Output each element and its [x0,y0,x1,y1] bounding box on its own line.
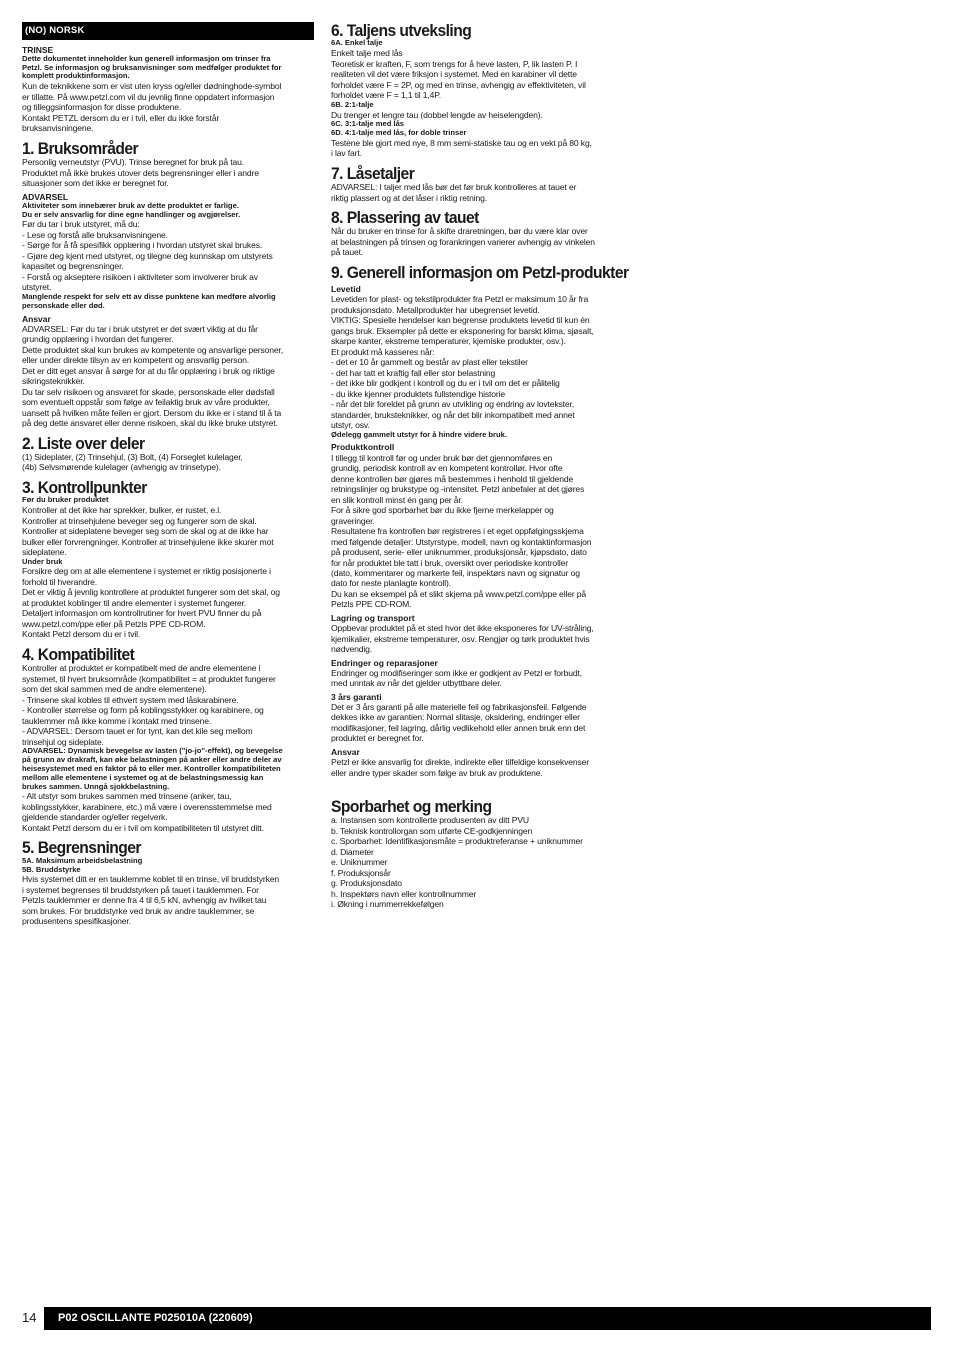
text-line: med følgende detaljer: Utstyrstype, modell, navn og kontaktinformasjon [331,536,592,547]
text-line: Det er viktig å jevnlig kontrollere at produktet fungerer som det skal, og [22,587,280,598]
text-line: Teoretisk er kraften, F, som trengs for å heve lasten, P, lik lasten P. I [331,58,578,69]
traceability-list [331,815,621,909]
text-line: komplett produktinformasjon. [22,71,130,81]
text-line: Produktet må ikke brukes utover dets begrensninger eller i andre [22,167,259,178]
text-line: er tillatte. På www.petzl.com vil du jevnlig finne oppdatert informasjon [22,91,275,102]
inspection-title: Produktkontroll [331,442,395,453]
text-line: kjemikalier, ekstreme temperaturer, osv. Rengjør og tørk produktet hvis [331,633,590,644]
text-line: eller andre typer skader som følge av bruk av produktene. [331,767,543,778]
text-line: Du trenger et lengre tau (dobbel lengde av heiselengden). [331,109,543,120]
text-line: Kontroller at trinsehjulene beveger seg og fungerer som de skal. [22,515,257,526]
text-line: eller under direkte tilsyn av en kompetent og ansvarlig person. [22,355,250,366]
text-line: uansett på hvilken måte feilen er gjort. Dersom du ikke er i stand til å ta [22,407,282,418]
text-line: retningslinjer og brukstype og -intensitet. Petzl anbefaler at det gjøres [331,484,585,495]
text-line: Manglende respekt for selv ett av disse punktene kan medføre alvorlig [22,291,276,301]
text-line: 6C. 3:1-talje med lås [331,118,405,128]
text-line: - når det blir foreldet på grunn av utvikling og endring av lovtekster, [331,399,575,410]
text-line: trinsehjul og sideplate. [22,736,104,747]
before-use-title: Før du bruker produktet [22,495,109,505]
responsibility-text [22,324,314,429]
section-8 [331,209,621,258]
responsibility-title: Ansvar [22,313,51,324]
text-line: Hvis systemet ditt er en tauklemme koblet til en trinse, vil bruddstyrken [22,874,279,885]
text-line: f. Produksjonsår [331,867,391,878]
text-line: Dette produktet skal kun brukes av kompetente og ansvarlige personer, [22,344,283,355]
text-line: Før du tar i bruk utstyret, må du: [22,219,140,230]
text-line: (dato, kommentarer og markerte feil, inspektørs navn og signatur og [331,567,580,578]
lifetime-text [331,294,621,430]
text-line: Personlig verneutstyr (PVU). Trinse beregnet for bruk på tau. [22,157,245,168]
text-line: personskade eller død. [22,300,105,310]
lifetime-title: Levetid [331,284,361,295]
warning-bold-text-2 [22,293,314,311]
text-line: I tillegg til kontroll før og under bruk bør det gjennomføres en [331,452,553,463]
text-line: bruksanvisningene. [22,123,94,134]
text-line: h. Inspektørs navn eller kontrollnummer [331,888,477,899]
text-line: utstyr, osv. [331,420,370,431]
text-line: mellom alle elementene i systemet og at de belastningsmessig kan [22,772,264,782]
text-line: graveringer. [331,515,375,526]
section-4-warning [22,747,314,791]
text-line: realiteten vil det være friksjon i systemet. Med en karabiner vil dette [331,69,577,80]
section-2-text [22,452,314,473]
text-line: og tilleggsinformasjon for disse produktene. [22,102,182,113]
text-line: heisesystemet med en faktor på to eller mer. Kontroller kompatibiliteten [22,763,281,773]
text-line: - Kontroller størrelse og form på koblingsstykker og karabinere, og [22,705,264,716]
text-line: For å sikre god sporbarhet bør du ikke fjerne merkelapper og [331,505,554,516]
text-line: d. Diameter [331,846,374,857]
text-line: forholdet være F = 1,1 til 1,4P. [331,90,441,101]
text-line: tauklemmer må ikke komme i kontakt med trinsene. [22,715,212,726]
text-line: ADVARSEL: Før du tar i bruk utstyret er det svært viktig at du får [22,323,258,334]
section-2 [22,435,314,473]
text-line: a. Instansen som kontrollerte produsenten av ditt PVU [331,815,529,826]
text-line: VIKTIG: Spesielle hendelser kan begrense produktets levetid til kun én [331,315,590,326]
section-3-title: 3. Kontrollpunkter [22,477,147,497]
language-header: (NO) NORSK [22,22,314,40]
warning-title: ADVARSEL [22,191,69,202]
section-8-text [331,226,621,257]
text-line: - det er 10 år gammelt og består av plast eller tekstiler [331,357,528,368]
section-4-text-2 [22,791,314,833]
intro-bold-text [22,55,314,82]
text-line: 5A. Maksimum arbeidsbelastning [22,855,143,865]
lifetime-bold: Ødelegg gammelt utstyr for å hindre videre bruk. [331,429,507,439]
text-line: på deg dette ansvaret eller denne risikoen, skal du ikke bruke utstyret. [22,418,278,429]
text-line: forholdet være F = 2P, og med en trinse, avhengig av effektiviteten, vil [331,79,586,90]
text-line: gangs bruk. Eksempler på dette er eksponering for barskt klima, sjøsalt, [331,325,594,336]
text-line: Du er selv ansvarlig for dine egne handlinger og avgjørelser. [22,209,241,219]
text-line: Levetiden for plast- og tekstilprodukter fra Petzl er maksimum 10 år fra [331,294,589,305]
modifications-title: Endringer og reparasjoner [331,657,438,668]
text-line: - Trinsene skal kobles til ethvert system med låskarabinere. [22,694,239,705]
section-1-title: 1. Bruksområder [22,138,139,158]
text-line: www.petzl.com/ppe eller på Petzls PPE CD-ROM. [22,618,206,629]
text-line: Testene ble gjort med nye, 8 mm semi-statiske tau og en vekt på 80 kg, [331,137,592,148]
text-line: riktig plassert og at det låser i riktig retning. [331,192,488,203]
text-line: - ADVARSEL: Dersom tauet er for tynt, kan det kile seg mellom [22,726,253,737]
text-line: produktet er beregnet for. [331,733,424,744]
text-line: - Sørge for å få spesifikk opplæring i hvordan utstyret skal brukes. [22,240,263,251]
text-line: Kontakt Petzl dersom du er i tvil. [22,629,141,640]
text-line: situasjoner som det ikke er beregnet for. [22,178,169,189]
warning-bold-text [22,202,314,220]
warranty-title: 3 års garanti [331,691,382,702]
text-line: Detaljert informasjon om kontrollrutiner for hvert PVU finner du på [22,608,262,619]
text-line: 5B. Bruddstyrke [22,864,81,874]
section-7 [331,165,621,203]
text-line: at produktet koblinger til andre elementer i systemet fungerer. [22,597,247,608]
text-line: Dette dokumentet inneholder kun generell informasjon om trinser fra [22,53,271,63]
storage-text [331,623,621,654]
section-8-title: 8. Plassering av tauet [331,208,479,227]
text-line: Oppbevar produktet på et sted hvor det ikke eksponeres for UV-stråling, [331,623,594,634]
text-line: bulker eller forvrengninger. Kontroller at trinsehjulene ikke skurer mot [22,536,274,547]
text-line: i lav fart. [331,148,362,159]
text-line: Aktiviteter som innebærer bruk av dette produktet er farlige. [22,200,239,210]
text-line: grundig opplæring i hvordan det fungerer. [22,334,174,345]
section-6cd-title [331,120,621,138]
text-line: på produsent, serie- eller uniknummer, produksjonsår, kjøpsdato, dato [331,547,587,558]
text-line: koblingsstykker, karabinere, etc.) må være i overensstemmelse med [22,801,272,812]
section-9-title: 9. Generell informasjon om Petzl-produkter [331,262,629,282]
section-7-title: 7. Låsetaljer [331,163,415,183]
text-line: dato for neste planlagte kontroll). [331,578,451,589]
text-line: sideplatene. [22,547,67,558]
text-line: en slik kontroll minst én gang per år. [331,494,463,505]
text-line: Du tar selv risikoen og ansvaret for skade, personskade eller dødsfall [22,386,275,397]
text-line: på grunn av drakraft, kan øke belastningen på anker eller andre deler av [22,754,282,764]
text-line: - du ikke kjenner produktets fullstendige historie [331,388,506,399]
section-5-subtitles [22,857,314,875]
text-line: Du kan se eksempel på et slikt skjema på www.petzl.com/ppe eller på [331,588,587,599]
text-line: ADVARSEL: Dynamisk bevegelse av lasten ("jo-jo"-effekt), og bevegelse [22,746,283,756]
text-line: Petzl. Se informasjon og bruksanvisninger som medfølger produktet for [22,62,282,72]
text-line: grundig, periodisk kontroll av en kompetent kontrollør. Hvor ofte [331,463,563,474]
section-6b-title: 6B. 2:1-talje [331,99,374,109]
liability-text [331,757,621,778]
text-line: gjeldende standarder og/eller regelverk. [22,812,168,823]
text-line: Enkelt talje med lås [331,48,403,59]
text-line: - Gjøre deg kjent med utstyret, og tilegne deg kunnskap om utstyrets [22,250,273,261]
warning-text [22,219,314,292]
text-line: Kontroller at sideplatene beveger seg som de skal og at de ikke har [22,526,269,537]
text-line: forhold til hverandre. [22,576,98,587]
storage-title: Lagring og transport [331,612,415,623]
intro-section [22,45,314,134]
section-6-title: 6. Taljens utveksling [331,21,472,40]
text-line: Det er ditt eget ansvar å sørge for at du får opplæring i bruk og riktige [22,365,275,376]
text-line: Det er 3 års garanti på alle materielle feil og fabrikasjonsfeil. Følgende [331,701,587,712]
text-line: som eventuelt oppstår som følge av feilaktig bruk av våre produkter, [22,397,270,408]
text-line: med unntak av når det gjelder utbyttbare deler. [331,678,502,689]
text-line: utstyret. [22,282,52,293]
intro-title: TRINSE [22,44,54,55]
text-line: - Forstå og akseptere risikoen i aktiviteter som involverer bruk av [22,271,258,282]
section-5-title: 5. Begrensninger [22,838,141,858]
text-line: - Lese og forstå alle bruksanvisningene. [22,229,168,240]
text-line: Endringer og modifiseringer som ikke er godkjent av Petzl er forbudt, [331,667,582,678]
text-line: for når produktet ble tatt i bruk, oversikt over periodiske kontroller [331,557,568,568]
text-line: dekkes ikke av garantien: Normal slitasje, oksidering, endringer eller [331,712,580,723]
text-line: at belastningen på trinsen og forankringen varierer avhengig av vinkelen [331,236,595,247]
text-line: kapasitet og begrensninger. [22,261,124,272]
text-line: Et produkt må kasseres når: [331,346,435,357]
text-line: g. Produksjonsdato [331,878,402,889]
section-6a-title: 6A. Enkel talje [331,38,383,48]
text-line: nødvendig. [331,644,373,655]
document-reference: P02 OSCILLANTE P025010A (220609) [44,1307,931,1330]
text-line: Kontakt Petzl dersom du er i tvil om kompatibiliteten til utstyret ditt. [22,822,264,833]
section-6 [331,22,621,159]
text-line: denne kontrollen bør gjøres må bestemmes i henhold til gjeldende [331,473,574,484]
text-line: Petzls PPE CD-ROM. [331,599,412,610]
text-line: Kontakt PETZL dersom du er i tvil, eller du ikke forstår [22,112,220,123]
text-line: Når du bruker en trinse for å skifte draretningen, bør du være klar over [331,226,588,237]
section-7-text [331,182,621,203]
text-line: Petzl er ikke ansvarlig for direkte, indirekte eller tilfeldige konsekvenser [331,757,589,768]
right-column [331,21,629,910]
section-4 [22,646,314,834]
text-line: Kun de teknikkene som er vist uten kryss og/eller dødninghode-symbol [22,81,282,92]
section-5 [22,839,314,927]
section-5-text [22,874,314,926]
text-line: (4b) Selvsmørende kulelager (avhengig av trinsetype). [22,462,221,473]
section-6a-text [331,48,621,100]
page-number: 14 [22,1310,37,1325]
text-line: brukes sammen. Unngå sjokkbelastning. [22,781,170,791]
text-line: - Alt utstyr som brukes sammen med trinsene (anker, tau, [22,791,232,802]
text-line: 6D. 4:1-talje med lås, for doble trinser [331,127,467,137]
text-line: i systemet begrenses til bruddstyrken på tauet i tauklemmen. For [22,884,259,895]
text-line: - det har tatt et kraftig fall eller stor belastning [331,367,496,378]
text-line: systemet, til hvert bruksområde (kompatibilitet = at produktet fungerer [22,673,276,684]
text-line: sikringsteknikker. [22,376,85,387]
traceability-section [331,798,621,910]
section-1-text [22,157,314,188]
text-line: som det skal sammen med de andre elementene). [22,684,207,695]
section-6cd-text [331,138,621,159]
text-line: som brukes. For bruddstyrke ved bruk av andre tauklemmer, se [22,905,255,916]
text-line: Kontroller at produktet er kompatibelt med de andre elementene i [22,663,261,674]
traceability-title: Sporbarhet og merking [331,797,492,816]
text-line: i. Økning i nummerrekkefølgen [331,899,444,910]
text-line: ADVARSEL: I taljer med lås bør det før bruk kontrolleres at tauet er [331,182,577,193]
text-line: produsentens spesifikasjoner. [22,916,131,927]
during-use-text [22,566,314,639]
section-4-text [22,663,314,747]
text-line: modifikasjoner, feil lagring, dårlig vedlikehold eller annen bruk enn det [331,722,586,733]
text-line: e. Uniknummer [331,857,388,868]
text-line: skarpe kanter, ekstreme temperaturer, kjemiske produkter, osv.). [331,336,566,347]
during-use-title: Under bruk [22,556,63,566]
section-1 [22,140,314,429]
section-4-title: 4. Kompatibilitet [22,644,135,664]
text-line: (1) Sideplater, (2) Trinsehjul, (3) Bolt, (4) Forseglet kulelager, [22,451,243,462]
section-2-title: 2. Liste over deler [22,433,145,453]
section-9 [331,262,629,778]
spacer [331,778,621,792]
before-use-text [22,505,314,557]
warranty-text [331,702,621,744]
text-line: standarder, bruksteknikker, og når det blir inkompatibelt med annet [331,409,575,420]
inspection-text [331,453,621,610]
text-line: c. Sporbarhet: Identifikasjonsmåte = produktreferanse + uniknummer [331,836,583,847]
text-line: - det ikke blir godkjent i kontroll og du er i tvil om det er pålitelig [331,378,560,389]
text-line: b. Teknisk kontrollorgan som utførte CE-godkjenningen [331,825,533,836]
left-column [22,22,314,927]
text-line: på tauet. [331,247,364,258]
liability-title: Ansvar [331,746,360,757]
text-line: Forsikre deg om at alle elementene i systemet er riktig posisjonerte i [22,566,271,577]
modifications-text [331,668,621,689]
text-line: Petzls tauklemmer er denne fra 4 til 6,5 kN, avhengig av hvilket tau [22,895,267,906]
text-line: Kontroller at det ikke har sprekker, bulker, er rustet, e.l. [22,505,222,516]
text-line: produksjonsdato. Metallprodukter har ubegrenset levetid. [331,304,540,315]
text-line: Resultatene fra kontrollen bør registreres i et eget oppfølgingsskjema [331,526,584,537]
intro-text [22,81,314,133]
section-3 [22,479,314,640]
